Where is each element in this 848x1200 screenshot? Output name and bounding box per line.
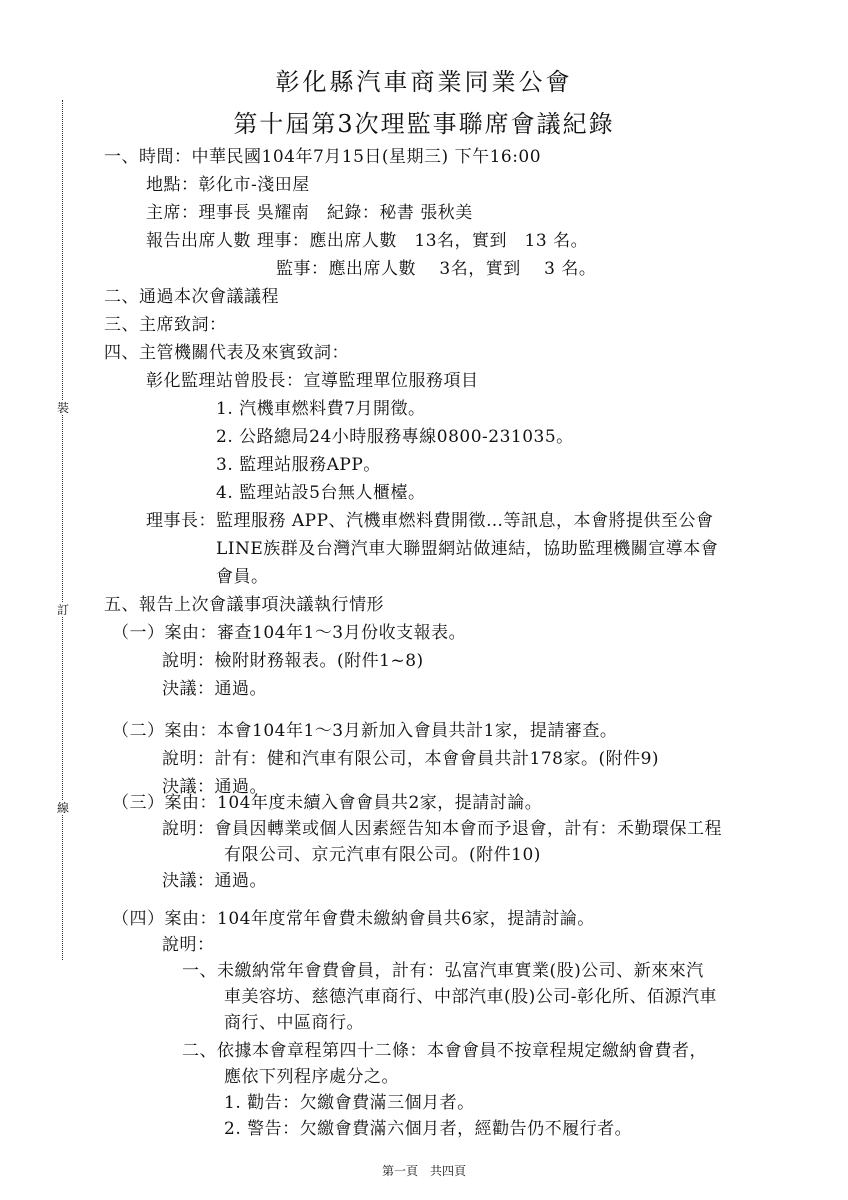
case-4-point-2-line2: 應依下列程序處分之。 xyxy=(224,1067,399,1087)
section-chair-speech: 三、主席致詞： xyxy=(104,315,227,335)
case-4-point-1-line3: 商行、中區商行。 xyxy=(224,1013,364,1033)
section-previous-resolutions: 五、報告上次會議事項決議執行情形 xyxy=(104,595,384,615)
case-1-resolution: 決議：通過。 xyxy=(162,679,267,699)
case-2-resolution: 決議：通過。 xyxy=(162,777,267,797)
binding-line xyxy=(62,100,63,960)
case-3-description-line2: 有限公司、京元汽車有限公司。(附件10) xyxy=(224,845,541,865)
meeting-time: 一、時間：中華民國104年7月15日(星期三) 下午16:00 xyxy=(104,147,542,167)
case-1-subject: （一）案由：審查104年1～3月份收支報表。 xyxy=(112,623,467,643)
guest-item-2: 2. 公路總局24小時服務專線0800-231035。 xyxy=(216,427,574,447)
page-footer: 第一頁 共四頁 xyxy=(381,1164,466,1178)
guest-speaker: 彰化監理站曾股長：宣導監理單位服務項目 xyxy=(146,371,479,391)
chairman-response-line1: 理事長：監理服務 APP、汽機車燃料費開徵…等訊息，本會將提供至公會 xyxy=(146,511,714,531)
penalty-step-1: 1. 勸告：欠繳會費滿三個月者。 xyxy=(224,1093,475,1113)
case-4-point-1-line1: 一、未繳納常年會費會員，計有：弘富汽車實業(股)公司、新來來汽 xyxy=(182,961,704,981)
meeting-location: 地點：彰化市-淺田屋 xyxy=(146,175,310,195)
case-2-subject: （二）案由：本會104年1～3月新加入會員共計1家，提請審查。 xyxy=(112,721,618,741)
meeting-chair-recorder: 主席：理事長 吳耀南 紀錄：秘書 張秋美 xyxy=(146,203,473,223)
chairman-response-line2: LINE族群及台灣汽車大聯盟網站做連結，協助監理機關宣導本會 xyxy=(216,539,719,559)
document-title: 彰化縣汽車商業同業公會 xyxy=(275,68,573,96)
section-agenda: 二、通過本次會議議程 xyxy=(104,287,279,307)
case-3-resolution: 決議：通過。 xyxy=(162,871,267,891)
case-4-description-label: 說明： xyxy=(162,935,215,955)
guest-item-1: 1. 汽機車燃料費7月開徵。 xyxy=(216,399,426,419)
binding-char-zhuang: 裝 xyxy=(56,401,69,415)
case-2-description: 說明：計有：健和汽車有限公司，本會會員共計178家。(附件9) xyxy=(162,749,660,769)
penalty-step-2: 2. 警告：欠繳會費滿六個月者，經勸告仍不履行者。 xyxy=(224,1119,633,1139)
case-4-subject: （四）案由：104年度常年會費未繳納會員共6家，提請討論。 xyxy=(112,909,595,929)
binding-char-xian: 線 xyxy=(56,801,69,815)
chairman-response-line3: 會員。 xyxy=(216,567,269,587)
case-3-description-line1: 說明：會員因轉業或個人因素經告知本會而予退會，計有：禾勤環保工程 xyxy=(162,819,722,839)
document-subtitle: 第十屆第3次理監事聯席會議紀錄 xyxy=(233,110,615,138)
guest-item-3: 3. 監理站服務APP。 xyxy=(216,455,381,475)
attendance-supervisors: 監事：應出席人數 3名，實到 3 名。 xyxy=(276,259,597,279)
section-guest-speech: 四、主管機關代表及來賓致詞： xyxy=(104,343,349,363)
attendance-directors: 報告出席人數 理事：應出席人數 13名，實到 13 名。 xyxy=(146,231,589,251)
case-3-subject: （三）案由：104年度未續入會會員共2家，提請討論。 xyxy=(112,793,543,813)
case-4-point-1-line2: 車美容坊、慈德汽車商行、中部汽車(股)公司-彰化所、佰源汽車 xyxy=(224,987,718,1007)
case-1-description: 說明：檢附財務報表。(附件1~8) xyxy=(162,651,424,671)
case-4-point-2-line1: 二、依據本會章程第四十二條：本會會員不按章程規定繳納會費者， xyxy=(182,1041,707,1061)
binding-char-ding: 訂 xyxy=(56,603,69,617)
guest-item-4: 4. 監理站設5台無人櫃檯。 xyxy=(216,483,426,503)
